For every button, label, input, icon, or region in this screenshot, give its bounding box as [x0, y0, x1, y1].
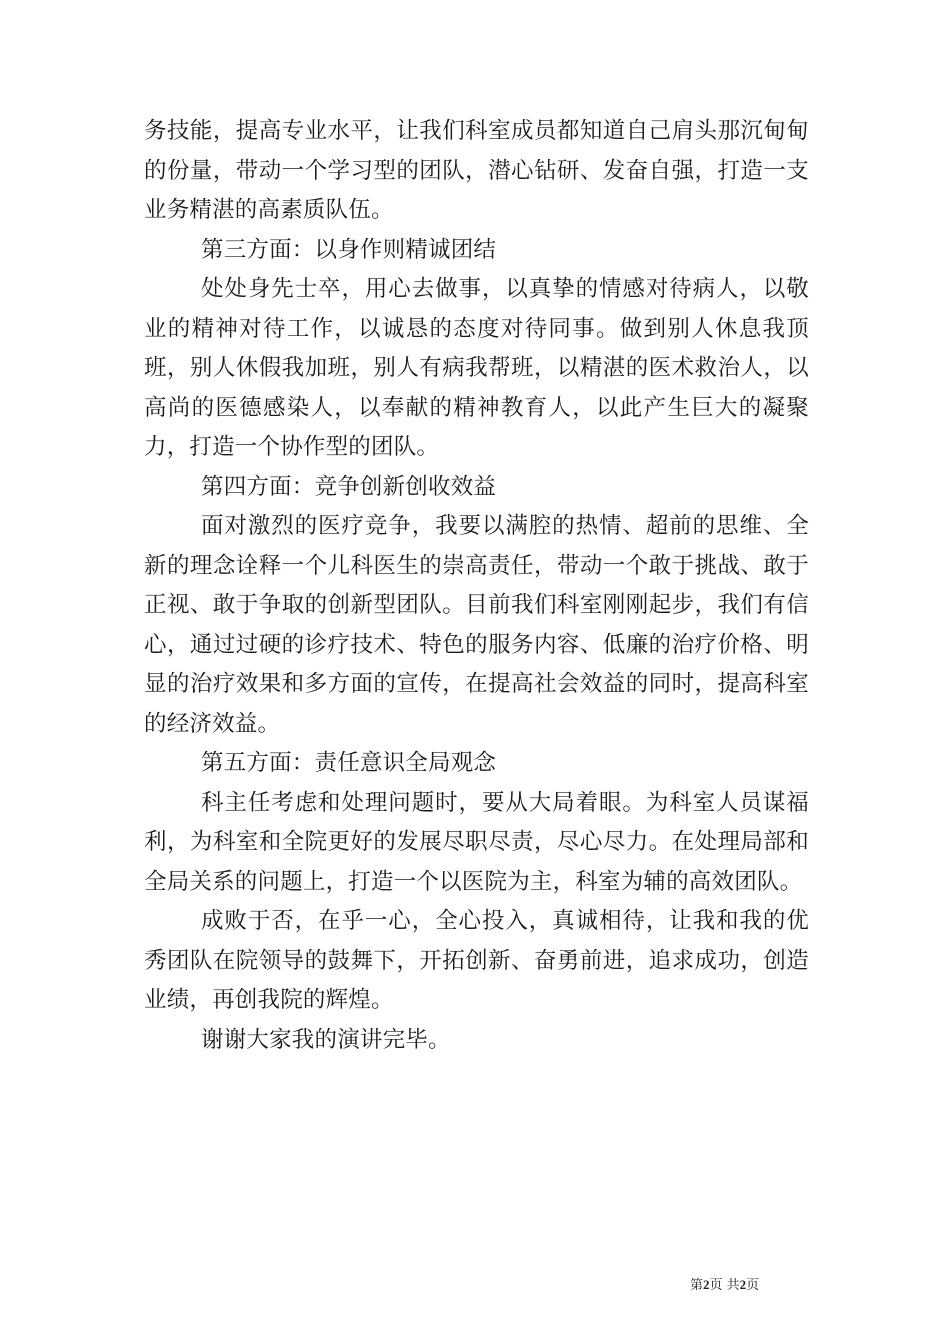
document-body	[144, 112, 809, 1060]
footer-suffix: 页	[746, 1278, 760, 1293]
section-heading-3: 第三方面：以身作则精诚团结	[201, 236, 497, 263]
paragraph-conclusion: 成败于否，在乎一心，全心投入，真诚相待，让我和我的优秀团队在院领导的鼓舞下，开拓创新、奋勇前进，追求成功，创造业绩，再创我院的辉煌。	[144, 908, 809, 1013]
paragraph-continuation: 务技能，提高专业水平，让我们科室成员都知道自己肩头那沉甸甸的份量，带动一个学习型的团队，潜心钻研、发奋自强，打造一支业务精湛的高素质队伍。	[144, 118, 809, 223]
footer-prefix: 第	[690, 1278, 704, 1293]
section-heading-4: 第四方面：竞争创新创收效益	[201, 473, 497, 500]
footer-page-number: 2	[703, 1277, 710, 1292]
paragraph-section-4: 面对激烈的医疗竞争，我要以满腔的热情、超前的思维、全新的理念诠释一个儿科医生的崇高责任，带动一个敢于挑战、敢于正视、敢于争取的创新型团队。目前我们科室刚刚起步，我们有信心，通过过硬的诊疗技术、特色的服务内容、低廉的治疗价格、明显的治疗效果和多方面的宣传，在提高社会效益的同时，提高科室的经济效益。	[144, 513, 809, 737]
footer-total-pages: 2	[739, 1277, 747, 1292]
page-footer	[690, 1276, 830, 1295]
paragraph-section-3: 处处身先士卒，用心去做事，以真挚的情感对待病人，以敬业的精神对待工作，以诚恳的态度对待同事。做到别人休息我顶班，别人休假我加班，别人有病我帮班，以精湛的医术救治人，以高尚的医德感染人，以奉献的精神教育人，以此产生巨大的凝聚力，打造一个协作型的团队。	[144, 276, 809, 460]
paragraph-closing: 谢谢大家我的演讲完毕。	[201, 1026, 451, 1053]
paragraph-section-5: 科主任考虑和处理问题时，要从大局着眼。为科室人员谋福利，为科室和全院更好的发展尽职尽责，尽心尽力。在处理局部和全局关系的问题上，打造一个以医院为主，科室为辅的高效团队。	[144, 789, 809, 895]
section-heading-5: 第五方面：责任意识全局观念	[201, 750, 497, 776]
footer-middle: 页 共	[709, 1278, 740, 1293]
